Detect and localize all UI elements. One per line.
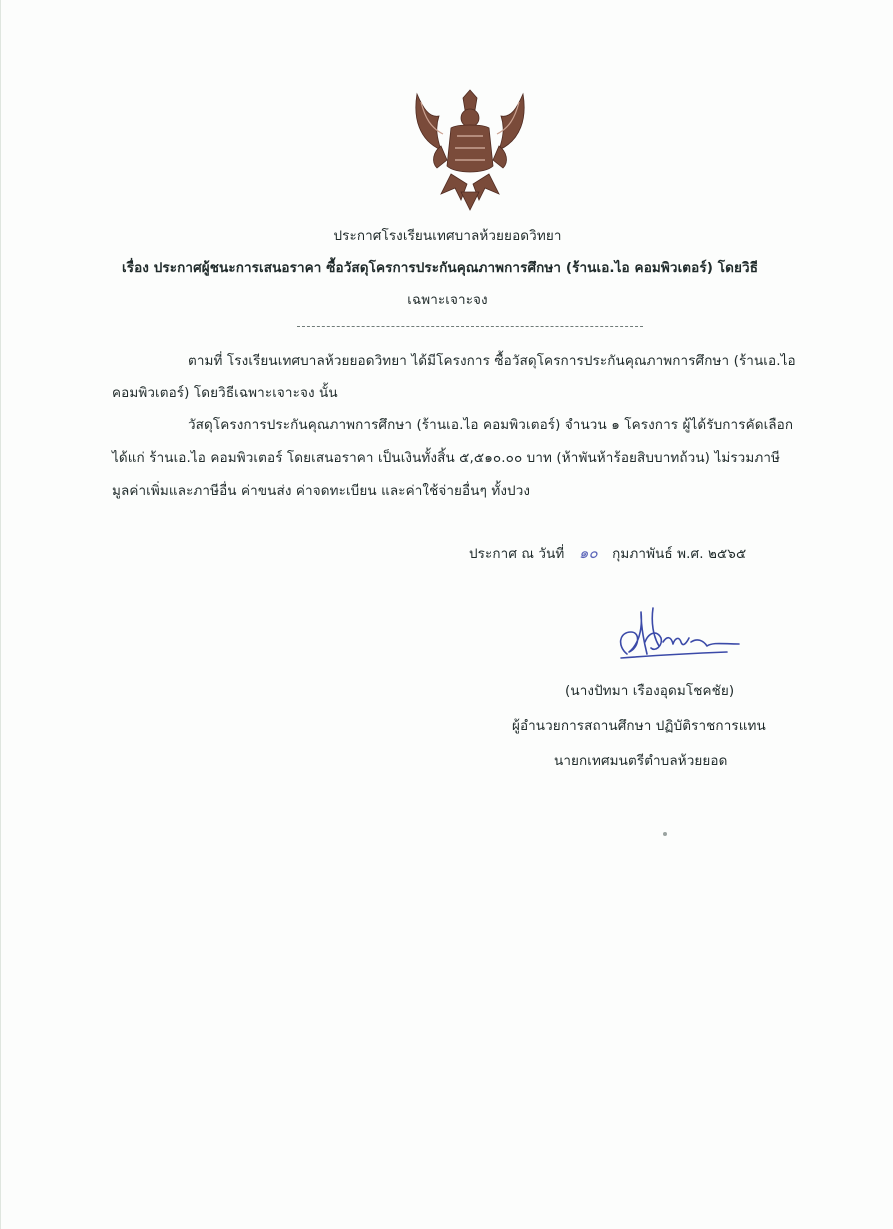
- announcement-date: [469, 541, 746, 565]
- signatory-position-1: ผู้อำนวยการสถานศึกษา ปฏิบัติราชการแทน: [512, 718, 766, 734]
- signatory-position-2: นายกเทศมนตรีตำบลห้วยยอด: [554, 753, 728, 769]
- header-divider: [297, 326, 643, 327]
- handwritten-day: ๑๐: [578, 544, 598, 562]
- announcement-heading: ประกาศโรงเรียนเทศบาลห้วยยอดวิทยา: [333, 228, 562, 244]
- date-month-year: กุมภาพันธ์ พ.ศ. ๒๕๖๕: [612, 546, 747, 562]
- paragraph-1-line-1: ตามที่ โรงเรียนเทศบาลห้วยยอดวิทยา ได้มีโครงการ ซื้อวัสดุโครการประกันคุณภาพการศึกษา (ร้านเอ.ไอ: [188, 353, 796, 369]
- signatory-name: (นางปัทมา เรืองอุดมโชคชัย): [565, 683, 735, 699]
- date-prefix: ประกาศ ณ วันที่: [469, 546, 565, 562]
- paragraph-2-line-2: ได้แก่ ร้านเอ.ไอ คอมพิวเตอร์ โดยเสนอราคา เป็นเงินทั้งสิ้น ๕,๕๑๐.๐๐ บาท (ห้าพันห้าร้อยสิบบาทถ้วน) ไม่รวมภาษี: [112, 450, 781, 466]
- paper-speck: [663, 832, 667, 836]
- paragraph-2-line-1: วัสดุโครงการประกันคุณภาพการศึกษา (ร้านเอ.ไอ คอมพิวเตอร์) จำนวน ๑ โครงการ ผู้ได้รับการคัดเลือก: [188, 417, 794, 433]
- subject-line-2: เฉพาะเจาะจง: [407, 292, 488, 308]
- subject-line-1: เรื่อง ประกาศผู้ชนะการเสนอราคา ซื้อวัสดุโครการประกันคุณภาพการศึกษา (ร้านเอ.ไอ คอมพิวเตอร์) โดยวิธี: [122, 260, 759, 276]
- paragraph-2-line-3: มูลค่าเพิ่มและภาษีอื่น ค่าขนส่ง ค่าจดทะเบียน และค่าใช้จ่ายอื่นๆ ทั้งปวง: [112, 483, 531, 499]
- handwritten-signature: [607, 602, 747, 670]
- paragraph-1-line-2: คอมพิวเตอร์) โดยวิธีเฉพาะเจาะจง นั้น: [112, 385, 338, 401]
- garuda-emblem-icon: [411, 88, 529, 212]
